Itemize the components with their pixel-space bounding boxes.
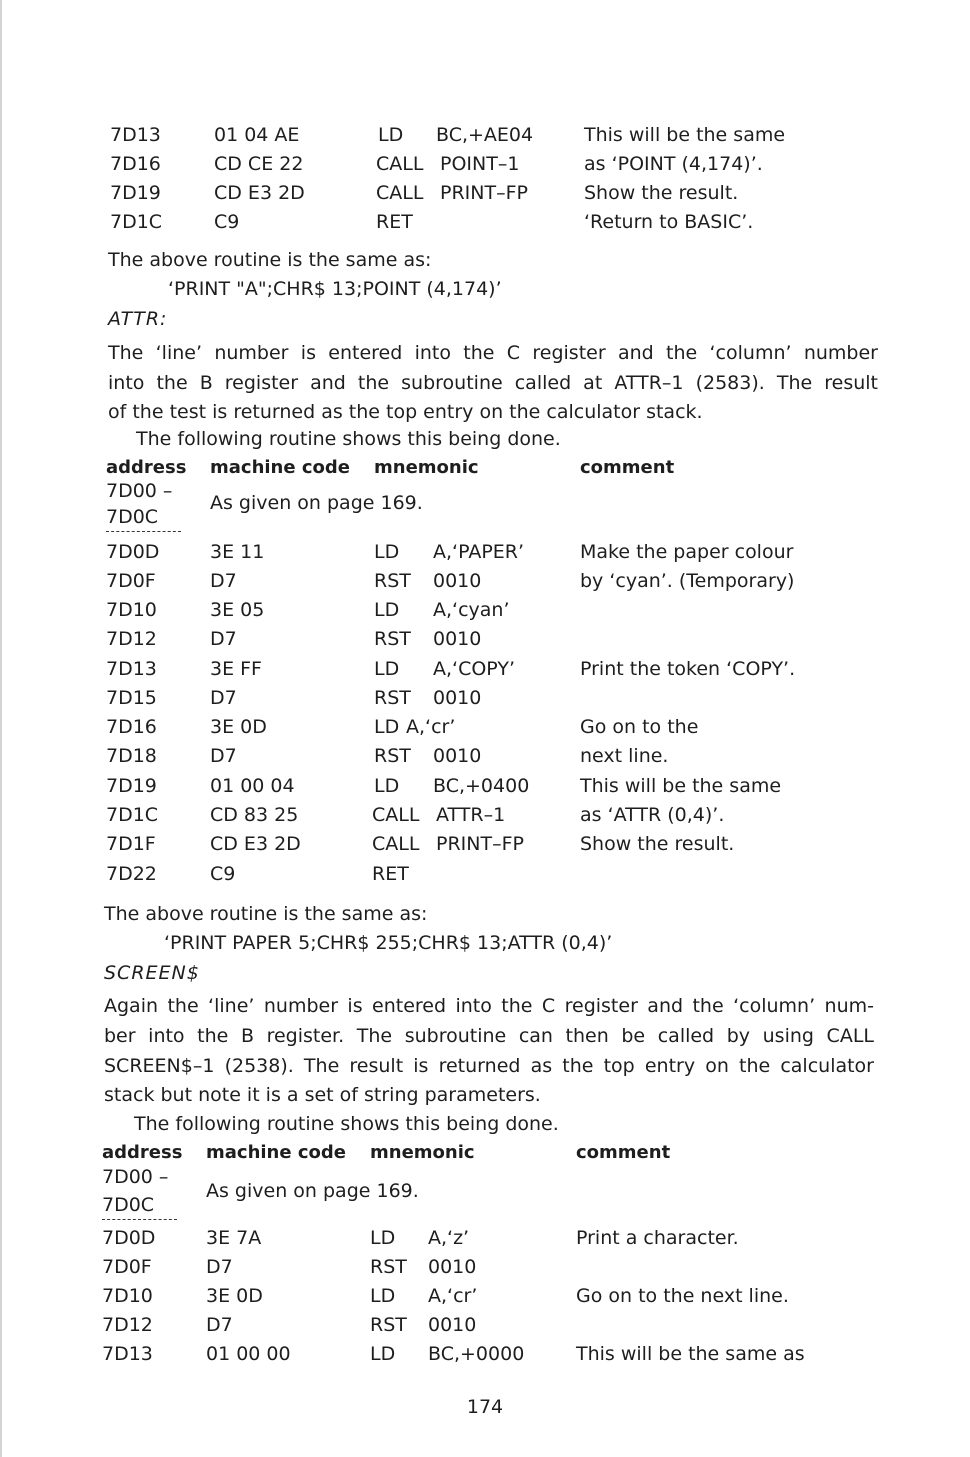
table-row [0,655,970,683]
dashed-divider [106,531,181,532]
operand-cell: POINT–1 [440,153,520,175]
table-row [0,801,970,829]
comment-cell: ‘Return to BASIC’. [584,211,754,233]
code-cell: 3E FF [210,658,262,680]
code-cell: 3E 11 [210,541,265,563]
operand-cell: BC,+0400 [433,775,530,797]
address-cell: 7D0F [106,570,156,592]
address-cell: 7D12 [102,1314,153,1336]
header-machine-code: machine code [210,457,350,478]
address-cell: 7D10 [106,599,157,621]
opcode-cell: LD [374,716,400,738]
comment-cell: Print the token ‘COPY’. [580,658,796,680]
header-mnemonic: mnemonic [370,1142,475,1163]
address-cell: 7D1F [106,833,156,855]
comment-cell: as ‘ATTR (0,4)’. [580,804,725,826]
address-cell: 7D12 [106,628,157,650]
body-text: The above routine is the same as: [108,249,432,271]
code-cell: C9 [210,863,236,885]
table-row [0,1224,970,1252]
opcode-cell: CALL [372,804,420,826]
paragraph-line: into the B register and the subroutine called at ATTR–1 (2583). The result [108,372,878,394]
opcode-cell: RST [370,1314,407,1336]
operand-cell: A,‘z’ [428,1227,470,1249]
table-row [0,208,970,236]
range-end: 7D0C [102,1194,155,1216]
table-row [0,596,970,624]
comment-cell: This will be the same [580,775,782,797]
table-row [0,1282,970,1310]
section-heading-attr: ATTR: [108,308,168,330]
code-cell: C9 [214,211,240,233]
operand-cell: PRINT–FP [436,833,524,855]
code-cell: D7 [210,570,237,592]
range-start: 7D00 – [102,1166,169,1188]
paragraph-line: ber into the B register. The subroutine can then be called by using CALL [104,1025,874,1047]
operand-cell: 0010 [433,570,482,592]
table-row [0,179,970,207]
address-cell: 7D13 [106,658,157,680]
comment-cell: This will be the same as [576,1343,805,1365]
table-row [0,625,970,653]
opcode-cell: LD [370,1227,396,1249]
comment-cell: Show the result. [580,833,735,855]
table-row [0,684,970,712]
address-cell: 7D16 [106,716,157,738]
operand-cell: A,‘cr’ [428,1285,478,1307]
opcode-cell: RET [376,211,413,233]
comment-cell: Go on to the [580,716,699,738]
basic-code-line: ‘PRINT "A";CHR$ 13;POINT (4,174)’ [168,278,502,300]
code-cell: D7 [210,628,237,650]
paragraph-line: The following routine shows this being done. [136,428,561,450]
operand-cell: A,‘PAPER’ [433,541,525,563]
address-cell: 7D0D [106,541,160,563]
code-cell: CD CE 22 [214,153,304,175]
table-row [0,1253,970,1281]
opcode-cell: LD [370,1285,396,1307]
code-cell: 01 00 00 [206,1343,291,1365]
table-row [0,538,970,566]
header-machine-code: machine code [206,1142,346,1163]
opcode-cell: RST [374,570,411,592]
range-description: As given on page 169. [210,492,423,514]
opcode-cell: LD [374,541,400,563]
opcode-cell: LD [374,658,400,680]
code-cell: D7 [206,1314,233,1336]
paragraph-line: SCREEN$–1 (2538). The result is returned as the top entry on the calculator [104,1055,874,1077]
opcode-cell: LD [374,775,400,797]
code-cell: 01 04 AE [214,124,300,146]
opcode-cell: RST [374,687,411,709]
range-start: 7D00 – [106,480,173,502]
table-row [0,150,970,178]
address-cell: 7D1C [106,804,159,826]
address-cell: 7D18 [106,745,157,767]
operand-cell: 0010 [428,1256,477,1278]
operand-cell: 0010 [433,628,482,650]
table-row [0,567,970,595]
address-cell: 7D0F [102,1256,152,1278]
section-heading-screen: SCREEN$ [104,962,200,984]
operand-cell: A,‘cyan’ [433,599,510,621]
table-row [0,1311,970,1339]
address-cell: 7D16 [110,153,161,175]
code-cell: 3E 7A [206,1227,262,1249]
code-cell: 3E 05 [210,599,265,621]
body-text: The above routine is the same as: [104,903,428,925]
opcode-cell: RST [370,1256,407,1278]
operand-cell: A,‘COPY’ [433,658,515,680]
operand-cell: A,‘cr’ [406,716,456,738]
address-cell: 7D19 [106,775,157,797]
code-cell: D7 [210,687,237,709]
address-cell: 7D1C [110,211,163,233]
paragraph-line: The ‘line’ number is entered into the C register and the ‘column’ number [108,342,878,364]
operand-cell: 0010 [433,745,482,767]
comment-cell: as ‘POINT (4,174)’. [584,153,763,175]
address-cell: 7D10 [102,1285,153,1307]
address-cell: 7D22 [106,863,157,885]
operand-cell: ATTR–1 [436,804,506,826]
header-comment: comment [580,457,675,478]
header-address: address [102,1142,183,1163]
operand-cell: BC,+AE04 [436,124,534,146]
paragraph-line: Again the ‘line’ number is entered into the C register and the ‘column’ num- [104,995,874,1017]
opcode-cell: CALL [376,153,424,175]
table-row [0,713,970,741]
operand-cell: 0010 [428,1314,477,1336]
address-cell: 7D13 [110,124,161,146]
comment-cell: Go on to the next line. [576,1285,789,1307]
operand-cell: 0010 [433,687,482,709]
range-description: As given on page 169. [206,1180,419,1202]
code-cell: CD 83 25 [210,804,299,826]
paragraph-line: The following routine shows this being done. [134,1113,559,1135]
opcode-cell: CALL [376,182,424,204]
code-cell: 01 00 04 [210,775,295,797]
comment-cell: by ‘cyan’. (Temporary) [580,570,795,592]
table-row [0,830,970,858]
comment-cell: Show the result. [584,182,739,204]
basic-code-line: ‘PRINT PAPER 5;CHR$ 255;CHR$ 13;ATTR (0,4)’ [164,932,613,954]
code-cell: CD E3 2D [210,833,301,855]
table-row [0,1340,970,1368]
opcode-cell: LD [374,599,400,621]
code-cell: D7 [210,745,237,767]
opcode-cell: LD [378,124,404,146]
opcode-cell: RST [374,628,411,650]
code-cell: 3E 0D [206,1285,263,1307]
address-cell: 7D0D [102,1227,156,1249]
comment-cell: next line. [580,745,669,767]
opcode-cell: LD [370,1343,396,1365]
header-comment: comment [576,1142,671,1163]
header-mnemonic: mnemonic [374,457,479,478]
opcode-cell: RET [372,863,409,885]
paragraph-line: stack but note it is a set of string parameters. [104,1084,541,1106]
table-row [0,121,970,149]
code-cell: D7 [206,1256,233,1278]
table-row [0,860,970,888]
operand-cell: BC,+0000 [428,1343,525,1365]
opcode-cell: CALL [372,833,420,855]
header-address: address [106,457,187,478]
code-cell: 3E 0D [210,716,267,738]
range-end: 7D0C [106,506,159,528]
table-row [0,742,970,770]
address-cell: 7D19 [110,182,161,204]
address-cell: 7D13 [102,1343,153,1365]
comment-cell: Print a character. [576,1227,739,1249]
comment-cell: This will be the same [584,124,786,146]
code-cell: CD E3 2D [214,182,305,204]
address-cell: 7D15 [106,687,157,709]
page-number: 174 [466,1396,504,1418]
dashed-divider [102,1219,177,1220]
operand-cell: PRINT–FP [440,182,528,204]
opcode-cell: RST [374,745,411,767]
comment-cell: Make the paper colour [580,541,794,563]
paragraph-line: of the test is returned as the top entry on the calculator stack. [108,401,703,423]
table-row [0,772,970,800]
